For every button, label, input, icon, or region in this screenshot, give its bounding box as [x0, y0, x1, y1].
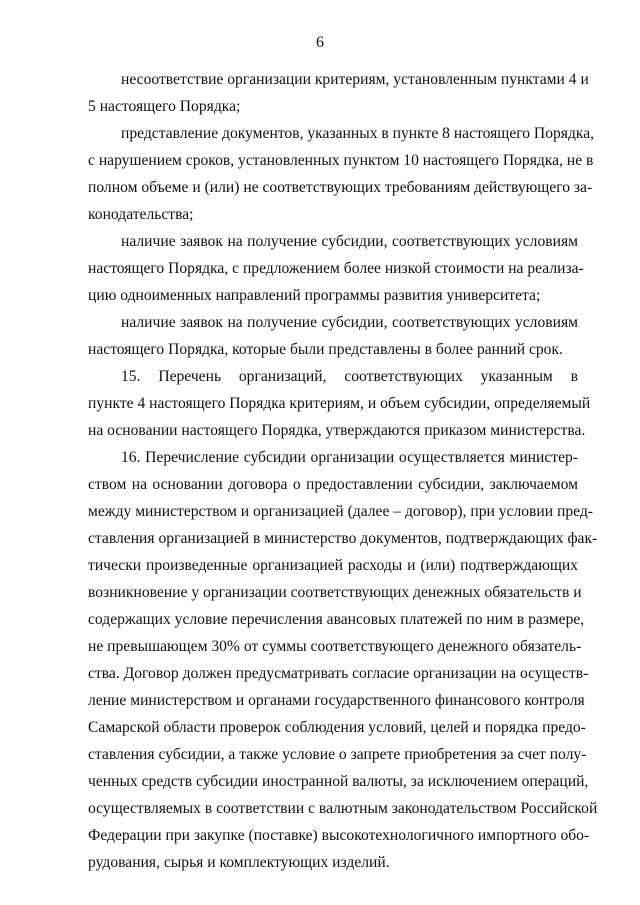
text-line: Федерации при закупке (поставке) высокотехнологичного импортного обо- [88, 827, 590, 844]
text-line: настоящего Порядка, с предложением более низкой стоимости на реализа- [88, 260, 584, 277]
text-line: наличие заявок на получение субсидии, соответствующих условиям [121, 233, 578, 250]
text-line: настоящего Порядка, которые были представлены в более ранний срок. [88, 341, 563, 358]
text-line: между министерством и организацией (далее – договор), при условии пред- [88, 503, 593, 520]
text-line: с нарушением сроков, установленных пунктом 10 настоящего Порядка, не в [88, 152, 594, 169]
text-line: конодательства; [88, 206, 194, 223]
text-line: ставления организацией в министерство документов, подтверждающих фак- [88, 530, 598, 547]
page-number: 6 [316, 34, 324, 51]
text-line: рудования, сырья и комплектующих изделий. [88, 854, 390, 871]
text-line: несоответствие организации критериям, установленным пунктами 4 и [121, 71, 589, 88]
text-line: ченных средств субсидии иностранной валюты, за исключением операций, [88, 773, 589, 790]
text-line: ление министерством и органами государственного финансового контроля [88, 692, 585, 709]
text-line: представление документов, указанных в пункте 8 настоящего Порядка, [121, 125, 595, 142]
text-line: осуществляемых в соответствии с валютным законодательством Российской [88, 800, 598, 817]
text-line: 16. Перечисление субсидии организации осуществляется министер- [121, 449, 578, 466]
text-line: содержащих условие перечисления авансовых платежей по ним в размере, [88, 611, 585, 628]
text-line: возникновение у организации соответствующих денежных обязательств и [88, 584, 582, 601]
text-line: цию одноименных направлений программы развития университета; [88, 287, 541, 304]
text-line: ставления субсидии, а также условие о запрете приобретения за счет полу- [88, 746, 587, 763]
text-line: ством на основании договора о предоставлении субсидии, заключаемом [88, 476, 578, 493]
text-line: наличие заявок на получение субсидии, соответствующих условиям [121, 314, 578, 331]
text-line: 15. Перечень организаций, соответствующих указанным в [121, 368, 578, 385]
text-line: 5 настоящего Порядка; [88, 98, 241, 115]
text-line: Самарской области проверок соблюдения условий, целей и порядка предо- [88, 719, 586, 736]
text-line: ства. Договор должен предусматривать согласие организации на осуществ- [88, 665, 589, 682]
text-line: тически произведенные организацией расходы и (или) подтверждающих [88, 557, 578, 574]
text-line: на основании настоящего Порядка, утверждаются приказом министерства. [88, 422, 586, 439]
text-line: не превышающем 30% от суммы соответствующего денежного обязатель- [88, 638, 582, 655]
text-line: пункте 4 настоящего Порядка критериям, и объем субсидии, определяемый [88, 395, 591, 412]
text-line: полном объеме и (или) не соответствующих требованиям действующего за- [88, 179, 593, 196]
